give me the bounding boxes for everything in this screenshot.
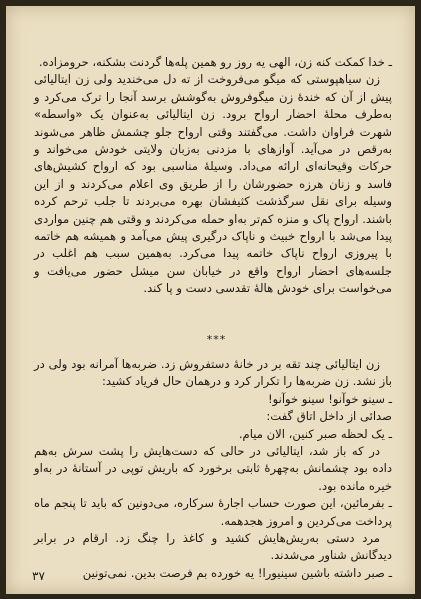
dialogue-line: ـ سینو خوآنو! سینو خوآنو!: [267, 391, 392, 406]
paragraph: مرد دستی به‌ریش‌هایش کشید و کاغذ را چنگ زد. ارقام در برابر دیدگانش شناور می‌شدند.: [34, 531, 392, 563]
paragraph: صدائی از داخل اتاق گفت:: [266, 409, 392, 424]
paragraph: زن سیاهپوستی که میگو می‌فروخت از ته دل می‌خندید ولی زن ایتالیائی پیش از آن که خندهٔ زن میگوفروش به‌گوشش برسد آنجا را ترک می‌کرد و به‌طرف محلهٔ احضار ارواح برود. زن ایتالیائی به‌عنوان یک «واسطه» شهرت فراوان داشت. می‌گفتند وقتی ارواح جلو چشمش ظاهر می‌شوند به‌رقص در می‌آید. آوازهای با مزدنی به‌زبان ولایتی خودش می‌خواند و حرکات وقیحانه‌ای ارائه می‌داد. وسیلهٔ مناسبی بود که ارواح کشیش‌های فاسد و زنان هرزه حضورشان را از طریق وی اعلام می‌کردند و از این وسیله برای نقل سرگذشت کثیفشان بهره می‌بردند تا جلب ترحم کرده باشند. ارواح پاک و منزه کم‌تر به‌او حمله می‌کردند و وقتی هم چنین مواردی پیدا می‌شد با ارواح خبیث و ناپاک درگیری پیش می‌آمد و همیشه هم خاتمه با پیروزی ارواح ناپاک خاتمه پیدا می‌کرد. به‌همین سبب هم اغلب در جلسه‌های احضار ارواح واقع در خیابان سن میشل حضور می‌یافت و می‌خواست برای خودش هالهٔ تقدسی دست و پا کند.: [34, 72, 392, 296]
bottom-text-block: [34, 356, 392, 582]
paragraph: ـ خدا کمکت کنه زن، الهی یه روز رو همین پله‌ها گردنت بشکنه، حرومزاده.: [38, 55, 392, 69]
top-text-block: [34, 54, 392, 298]
paragraph: زن ایتالیائی چند تقه بر در خانهٔ دستفروش زد. ضربه‌ها آمرانه بود ولی در باز نشد. زن ضربه‌ها را تکرار کرد و درهمان حال فریاد کشید:: [34, 357, 392, 389]
dialogue-line: ـ صبر داشته باشین سینیورا! یه خورده بم فرصت بدین. نمی‌تونین: [82, 565, 392, 580]
paragraph: در که باز شد، ایتالیائی در حالی که دست‌هایش را پشت سرش به‌هم داده بود چشمانش به‌چهرهٔ ثابتی برخورد که باریش توپی در آستانهٔ در به‌او خیره مانده بود.: [34, 444, 392, 493]
page-number: ۳۷: [32, 569, 45, 583]
dialogue-line: ـ یک لحظه صبر کنین، الان میام.: [238, 426, 392, 441]
book-page: [6, 6, 415, 594]
section-separator: ***: [206, 333, 227, 346]
dialogue-line: ـ بفرمائین، این صورت حساب اجارهٔ سرکاره، می‌دونین که باید تا پنجم ماه پرداخت می‌کردین و امروز هجدهمه.: [34, 496, 392, 528]
